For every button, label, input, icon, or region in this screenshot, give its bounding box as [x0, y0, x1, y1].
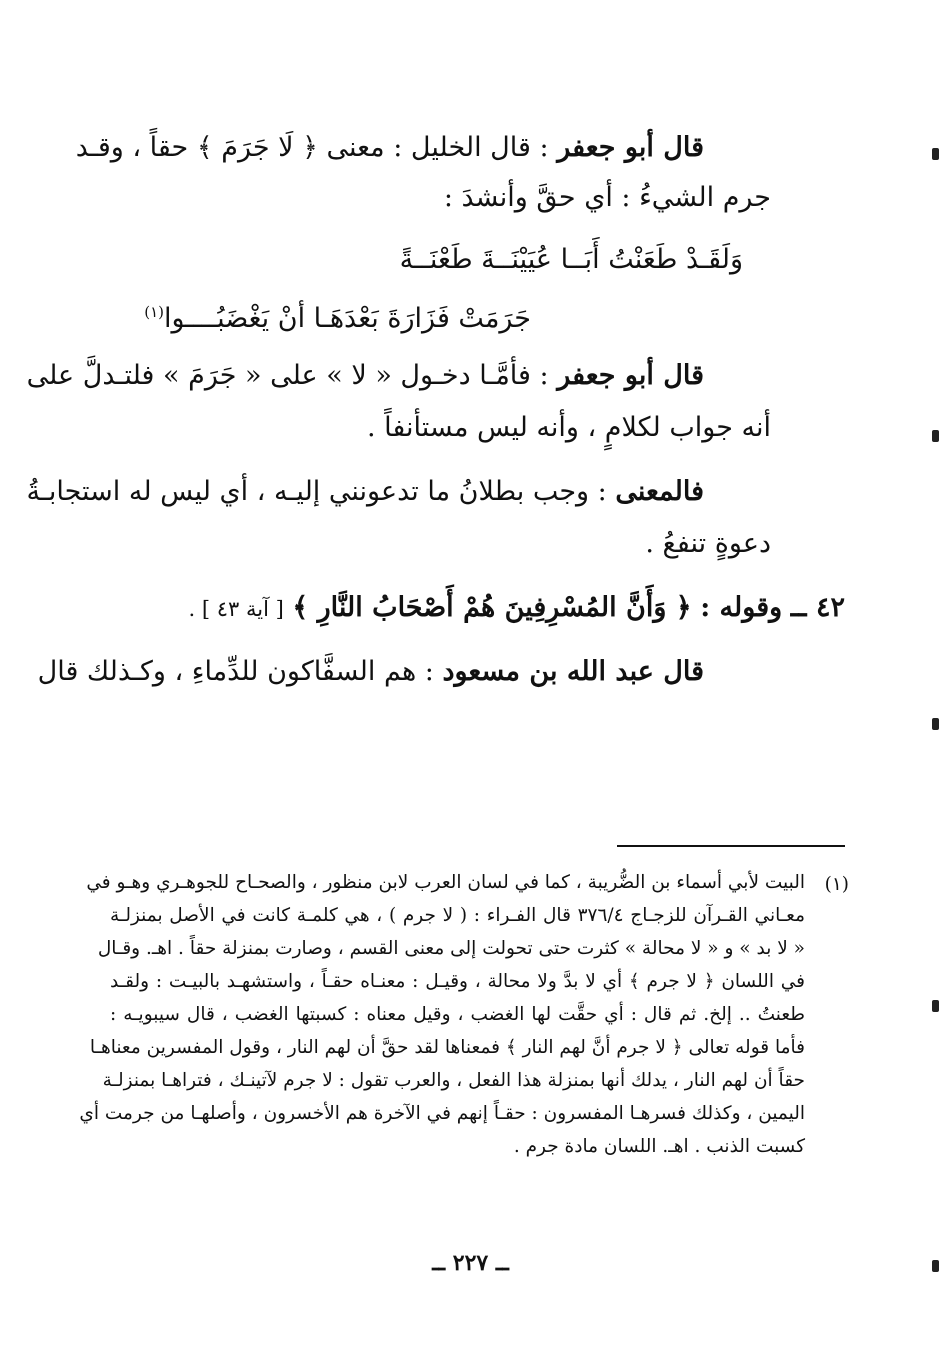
- paragraph-1-line-1: [75, 128, 704, 168]
- scan-edge-mark: [932, 1260, 939, 1272]
- verse-line-2: جَرَمَتْ فَزَارَةَ بَعْدَهَـا أنْ يَغْضَبُــــوا$^{(١)}$: [144, 303, 531, 334]
- item-label: وقوله :: [700, 592, 783, 623]
- footnote-line-9: كسبت الذنب . اهـ. اللسان مادة جرم .: [513, 1136, 805, 1157]
- paragraph-4-line-1: [189, 588, 845, 629]
- paragraph-3-line-1: فالمعنى : وجب بطلانُ ما تدعونني إليـه ، أي ليس له استجابـةُ: [26, 476, 704, 507]
- footnote-line-8: اليمين ، وكذلك فسرهـا المفسرون : حقـاً إنهم في الآخرة هم الأخسرون ، وأصلهـا من جرمت أي: [79, 1103, 805, 1124]
- paragraph-1-line-2: جرم الشيءُ : أي حقَّ وأنشدَ :: [443, 182, 771, 213]
- scan-edge-mark: [932, 718, 939, 730]
- paragraph-1-text: : قال الخليل : معنى ﴿ لَا جَرَمَ ﴾ حقاً ، وقـد: [75, 132, 558, 163]
- footnote-line-6: فأما قوله تعالى ﴿ لا جرم أنَّ لهم النار ﴾ فمعناها لقد حقَّ أن لهم النار ، وقول المفسرين معناهـا: [89, 1037, 805, 1058]
- verse-reference: [ آية ٤٣ ] .: [188, 597, 284, 621]
- verse-line-1: وَلَقَـدْ طَعَنْتُ أَبَــا عُيَيْنَــةَ طَعْنَــةً: [399, 244, 743, 275]
- scan-edge-mark: [932, 148, 939, 160]
- footnote-line-2: معـاني القـرآن للزجـاج ٣٧٦/٤ قال الفـراء : ( لا جرم ) ، هي كلمـة كانت في الأصل بمنزلـة: [110, 905, 805, 926]
- page-number: ــ ٢٢٧ ــ: [432, 1250, 509, 1276]
- speaker-al-mana: فالمعنى: [615, 476, 704, 507]
- quran-quote: ﴿ وَأَنَّ المُسْرِفِينَ هُمْ أَصْحَابُ النَّارِ ﴾: [292, 592, 692, 623]
- scan-edge-mark: [932, 430, 939, 442]
- footnote-line-7: حقاً أن لهم النار ، يدلك أنها بمنزلة هذا الفعل ، والعرب تقول : لا جرم لآتينـك ، فتراهـا بمنزلـة: [102, 1070, 805, 1091]
- footnote-line-4: في اللسان ﴿ لا جرم ﴾ أي لا بدَّ ولا محالة ، وقيـل : معنـاه حقـاً ، واستشهـد بالبيـت : ولقـد: [110, 971, 805, 992]
- speaker-abu-jafar: قال أبو جعفر: [557, 132, 704, 163]
- footnote-line-1: البيت لأبي أسماء بن الضُّريبة ، كما في لسان العرب لابن منظور ، والصحـاح للجوهـري وهـو في: [86, 872, 805, 893]
- speaker-abu-jafar-2: قال أبو جعفر: [557, 360, 704, 391]
- footnote-separator: [617, 845, 845, 847]
- paragraph-3-line-2: دعوةٍ تنفعُ .: [645, 528, 771, 559]
- paragraph-5-line-1: قال عبد الله بن مسعود : هم السفَّاكون للدِّماءِ ، وكـذلك قال: [37, 656, 704, 687]
- footnote-line-3: « لا بد » و « لا محالة » كثرت حتى تحولت إلى معنى القسم ، وصارت بمنزلة حقاً . اهـ. وقـال: [97, 938, 805, 959]
- scan-edge-mark: [932, 1000, 939, 1012]
- speaker-ibn-masud: قال عبد الله بن مسعود: [442, 656, 704, 687]
- item-number: ٤٢ ــ: [790, 592, 845, 623]
- paragraph-2-line-2: أنه جواب لكلامٍ ، وأنه ليس مستأنفاً .: [366, 412, 771, 443]
- footnote-reference: (١): [144, 303, 164, 321]
- footnote-line-5: طعنتُ .. إلخ. ثم قال : أي حقَّت لها الغضب ، وقيل معناه : كسبتها الغضب ، قال سيبويـه :: [110, 1004, 805, 1025]
- paragraph-2-line-1: قال أبو جعفر : فأمَّـا دخـول « لا » على « جَرَمَ » فلتـدلَّ على: [26, 360, 704, 391]
- footnote-marker: (١): [824, 874, 849, 895]
